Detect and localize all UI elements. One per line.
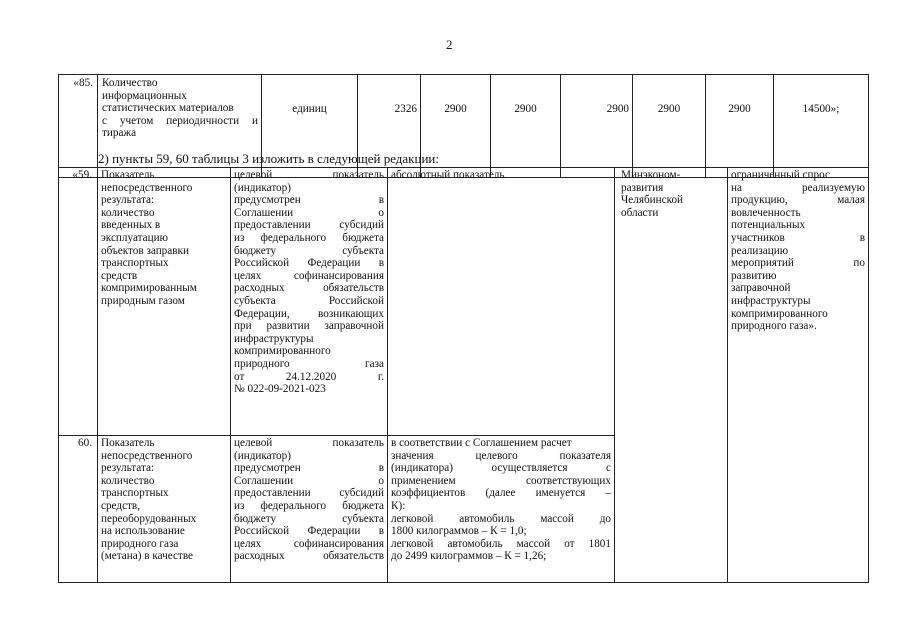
text-line: целях софинансирования	[234, 269, 384, 282]
responsible-cell	[615, 168, 728, 583]
text-line: Федерации, возникающих	[234, 307, 384, 320]
text-line: развитию	[731, 269, 777, 282]
text-line: заправочной	[731, 282, 791, 295]
calculation-method-cell	[388, 436, 615, 583]
value-cell: 2900	[421, 75, 491, 178]
text-line: абсолютный показатель	[391, 169, 505, 181]
text-line: количество	[101, 474, 155, 487]
text-line: средств	[101, 269, 138, 282]
text-line: тиража	[102, 127, 137, 140]
value-cell: 2900	[706, 75, 774, 178]
text-line: продукцию, малая	[731, 194, 865, 207]
text-line: развития	[621, 181, 664, 194]
row-number: «59.	[59, 168, 98, 436]
text-line: Российской Федерации в	[234, 525, 384, 538]
indicator-type-cell	[231, 436, 388, 583]
text-line: компримированным	[101, 282, 197, 295]
text-line: области	[621, 206, 659, 219]
indicator-table-3	[58, 167, 869, 583]
text-line: средств,	[101, 499, 141, 512]
text-line: компримированного	[731, 307, 828, 320]
text-line: результата:	[101, 462, 155, 475]
text-line: из федерального бюджета	[234, 499, 384, 512]
text-line: непосредственного	[101, 181, 193, 194]
unit-cell: единиц	[262, 75, 358, 178]
text-line: непосредственного	[101, 449, 193, 462]
text-line: 1800 килограммов – К = 1,0;	[391, 525, 527, 538]
text-line: инфраструктуры	[731, 294, 811, 307]
page-number: 2	[446, 37, 453, 52]
text-line: компримированного	[234, 345, 331, 358]
indicator-name-cell	[98, 168, 231, 436]
text-line: статистических материалов	[102, 102, 234, 115]
text-line: Соглашении о	[234, 474, 384, 487]
text-line: информационных	[102, 89, 187, 102]
text-line: результата:	[101, 194, 155, 207]
text-line: (индикатор)	[234, 181, 291, 194]
text-line: расходных обязательств	[234, 550, 384, 563]
text-line: применением соответствующих	[391, 474, 611, 487]
text-line: целевой показатель	[234, 437, 384, 449]
text-line: Минэконом-	[621, 169, 681, 181]
text-line: природного газа».	[731, 320, 817, 333]
text-line: бюджету субъекта	[234, 244, 384, 257]
text-line: реализацию	[731, 244, 789, 257]
text-line: от 24.12.2020 г.	[234, 370, 384, 383]
text-line: вовлеченность	[731, 206, 801, 219]
risks-cell	[728, 168, 869, 583]
text-line: в соответствии с Соглашением расчет	[391, 437, 572, 449]
text-line: ограниченный спрос	[731, 169, 830, 181]
row-number: «85.	[59, 75, 98, 178]
text-line: расходных обязательств	[234, 282, 384, 295]
row-number: 60.	[59, 436, 98, 583]
text-line: предусмотрен в	[234, 194, 384, 207]
text-line: количество	[101, 206, 155, 219]
text-line: коэффициентов (далее именуется –	[391, 487, 611, 500]
text-line: Соглашении о	[234, 206, 384, 219]
text-line: до 2499 килограммов – К = 1,26;	[391, 550, 547, 563]
text-line: транспортных	[101, 257, 169, 270]
text-line: К):	[391, 499, 406, 512]
text-line: объектов заправки	[101, 244, 189, 257]
text-line: введенных в	[101, 219, 161, 232]
text-line: легковой автомобиль массой от 1801	[391, 537, 611, 550]
indicator-name-cell	[98, 436, 231, 583]
text-line: транспортных	[101, 487, 169, 500]
text-line: инфраструктуры	[234, 332, 314, 345]
value-cell: 2900	[491, 75, 561, 178]
text-line: мероприятий по	[731, 257, 865, 270]
text-line: потенциальных	[731, 219, 806, 232]
indicator-type-cell	[231, 168, 388, 436]
text-line: с учетом периодичности и	[102, 114, 258, 127]
total-value-cell: 14500»;	[774, 75, 869, 178]
value-cell: 2326	[358, 75, 421, 178]
text-line: природного газа	[234, 357, 384, 370]
value-cell: 2900	[633, 75, 706, 178]
text-line: Российской Федерации в	[234, 257, 384, 270]
text-line: (метана) в качестве	[101, 550, 194, 563]
text-line: Показатель	[101, 169, 155, 181]
text-line: значения целевого показателя	[391, 449, 611, 462]
text-line: Количество	[102, 77, 158, 89]
text-line: бюджету субъекта	[234, 512, 384, 525]
calculation-method-cell	[388, 168, 615, 436]
text-line: целевой показатель	[234, 169, 384, 181]
text-line: при развитии заправочной	[234, 320, 384, 333]
text-line: (индикатор)	[234, 449, 291, 462]
text-line: № 022-09-2021-023	[234, 383, 326, 396]
text-line: переоборудованных	[101, 512, 197, 525]
text-line: на реализуемую	[731, 181, 865, 194]
table-row-59	[59, 168, 869, 436]
text-line: (индикатора) осуществляется с	[391, 462, 611, 475]
text-line: эксплуатацию	[101, 231, 168, 244]
text-line: предусмотрен в	[234, 462, 384, 475]
text-line: Показатель	[101, 437, 155, 449]
text-line: участников в	[731, 231, 865, 244]
text-line: Челябинской	[621, 194, 684, 207]
text-line: природным газом	[101, 294, 185, 307]
text-line: на использование	[101, 525, 185, 538]
text-line: легковой автомобиль массой до	[391, 512, 611, 525]
text-line: субъекта Российской	[234, 294, 384, 307]
text-line: предоставлении субсидий	[234, 219, 384, 232]
text-line: из федерального бюджета	[234, 231, 384, 244]
text-line: предоставлении субсидий	[234, 487, 384, 500]
text-line: целях софинансирования	[234, 537, 384, 550]
value-cell: 2900	[561, 75, 633, 178]
amendment-instruction: 2) пункты 59, 60 таблицы 3 изложить в следующей редакции:	[98, 151, 439, 166]
text-line: природного газа	[101, 537, 179, 550]
